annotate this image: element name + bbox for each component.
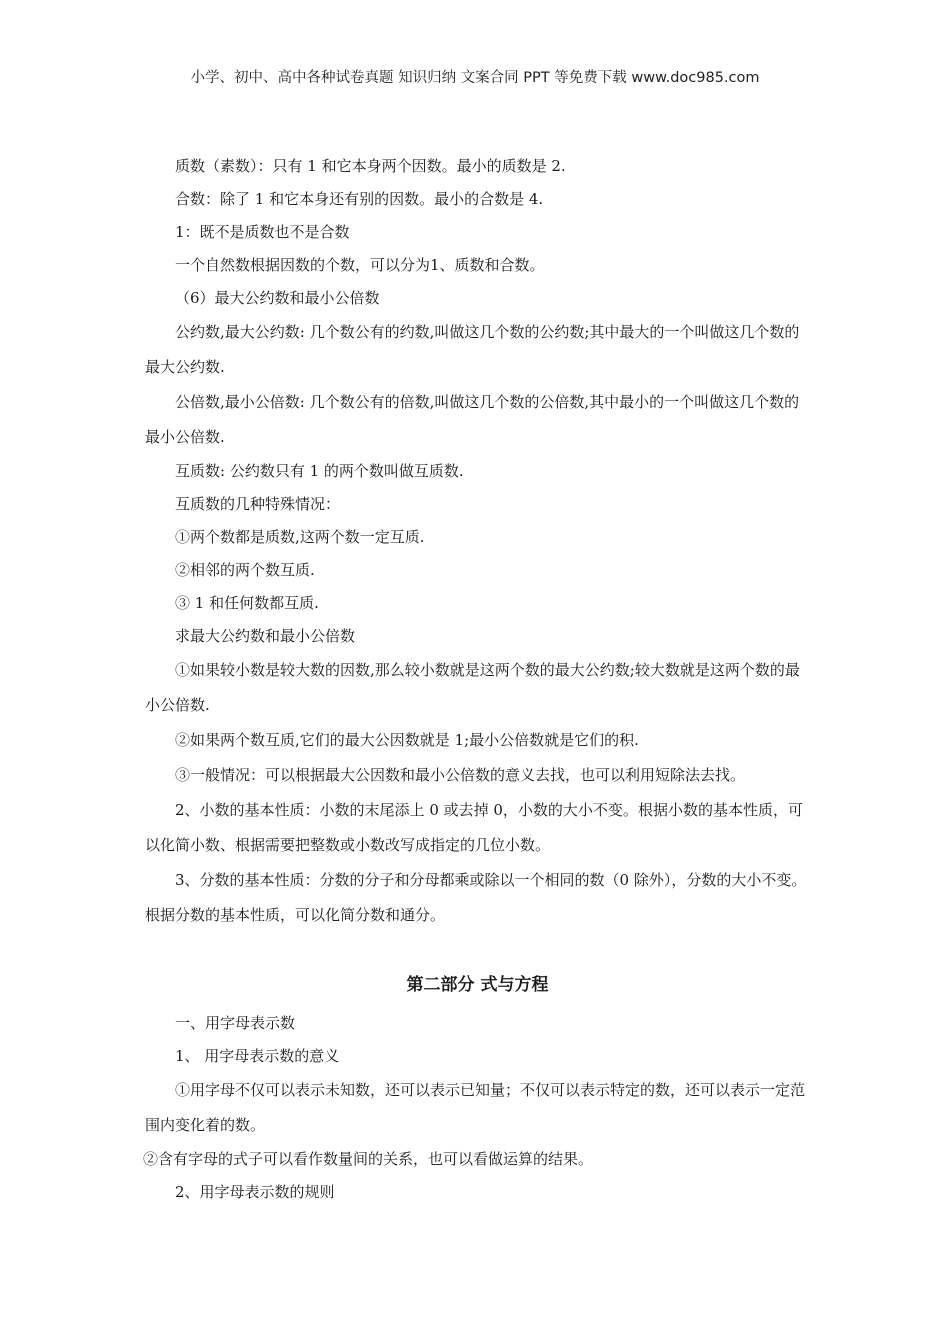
list-item: ①如果较小数是较大数的因数,那么较小数就是这两个数的最大公约数;较大数就是这两个数的最小公倍数. xyxy=(145,661,800,714)
page-header: 小学、初中、高中各种试卷真题 知识归纳 文案合同 PPT 等免费下载 www.doc985.com xyxy=(190,70,760,86)
document-body xyxy=(145,150,810,1209)
paragraph: 合数：除了 1 和它本身还有别的因数。最小的合数是 4. xyxy=(175,190,544,208)
subsection-heading: （6）最大公约数和最小公倍数 xyxy=(175,289,380,307)
paragraph: 质数（素数）：只有 1 和它本身两个因数。最小的质数是 2. xyxy=(175,157,566,175)
paragraph: 公倍数,最小公倍数: 几个数公有的倍数,叫做这几个数的公倍数,其中最小的一个叫做这几个数的最小公倍数. xyxy=(145,393,800,446)
list-item: ①用字母不仅可以表示未知数，还可以表示已知量；不仅可以表示特定的数，还可以表示一定范围内变化着的数。 xyxy=(145,1081,806,1134)
paragraph: 2、用字母表示数的规则 xyxy=(175,1183,335,1201)
paragraph: 1：既不是质数也不是合数 xyxy=(175,223,350,241)
paragraph: 公约数,最大公约数: 几个数公有的约数,叫做这几个数的公约数;其中最大的一个叫做这几个数的最大公约数. xyxy=(145,323,800,376)
paragraph: 一、用字母表示数 xyxy=(175,1014,296,1032)
paragraph: 求最大公约数和最小公倍数 xyxy=(175,627,356,645)
paragraph: 2、小数的基本性质：小数的末尾添上 0 或去掉 0，小数的大小不变。根据小数的基本性质，可以化简小数、根据需要把整数或小数改写成指定的几位小数。 xyxy=(145,801,803,854)
list-item: ①两个数都是质数,这两个数一定互质. xyxy=(175,528,425,546)
list-item: ②如果两个数互质,它们的最大公因数就是 1;最小公倍数就是它们的积. xyxy=(175,731,639,749)
list-item: ③ 1 和任何数都互质. xyxy=(175,594,319,612)
section-title: 第二部分 式与方程 xyxy=(406,975,549,995)
paragraph: 互质数: 公约数只有 1 的两个数叫做互质数. xyxy=(175,462,464,480)
paragraph: 1、 用字母表示数的意义 xyxy=(175,1047,340,1065)
list-item: ②含有字母的式子可以看作数量间的关系，也可以看做运算的结果。 xyxy=(143,1150,594,1168)
paragraph: 一个自然数根据因数的个数，可以分为1、质数和合数。 xyxy=(175,256,545,274)
list-item: ②相邻的两个数互质. xyxy=(175,561,315,579)
list-item: ③一般情况：可以根据最大公因数和最小公倍数的意义去找，也可以利用短除法去找。 xyxy=(175,766,746,784)
paragraph: 3、分数的基本性质：分数的分子和分母都乘或除以一个相同的数（0 除外），分数的大小不变。根据分数的基本性质，可以化简分数和通分。 xyxy=(145,871,807,924)
paragraph: 互质数的几种特殊情况： xyxy=(175,495,341,513)
